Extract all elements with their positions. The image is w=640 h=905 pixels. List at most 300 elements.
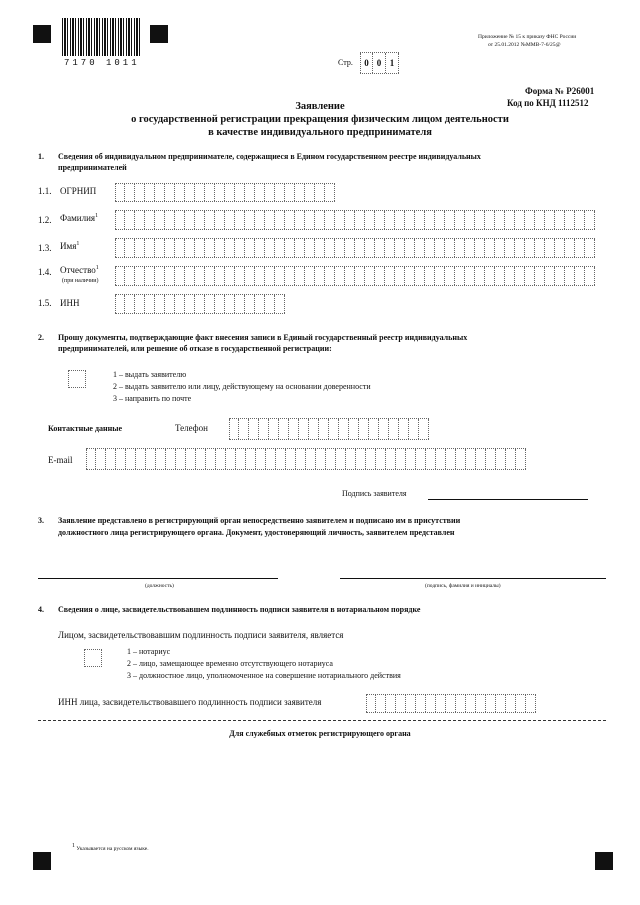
input-cell[interactable] [116,449,126,469]
input-cell[interactable] [396,449,406,469]
input-cell[interactable] [245,184,255,201]
input-cell[interactable] [275,211,285,229]
surname-input[interactable] [115,210,595,230]
signature-label: Подпись заявителя [342,489,407,498]
input-cell[interactable] [175,184,185,201]
input-cell[interactable] [206,449,216,469]
barcode [62,18,140,56]
input-cell[interactable] [205,267,215,285]
input-cell[interactable] [506,449,516,469]
title-line-2: о государственной регистрации прекращения физическим лицом деятельности [131,114,509,125]
inn-input[interactable] [115,294,285,314]
input-cell[interactable] [585,239,595,257]
corner-marker-bottom-left [33,852,51,870]
input-cell[interactable] [475,267,485,285]
input-cell[interactable] [325,184,335,201]
input-cell[interactable] [465,239,475,257]
input-cell[interactable] [295,184,305,201]
input-cell[interactable] [425,211,435,229]
input-cell[interactable] [245,239,255,257]
input-cell[interactable] [145,211,155,229]
input-cell[interactable] [135,295,145,313]
input-cell[interactable] [145,184,155,201]
input-cell[interactable] [395,239,405,257]
input-cell[interactable] [515,267,525,285]
input-cell[interactable] [365,211,375,229]
page-digit: 0 [373,53,386,73]
input-cell[interactable] [315,184,325,201]
barcode-number: 7170 1011 [64,58,140,68]
input-cell[interactable] [315,239,325,257]
input-cell[interactable] [555,239,565,257]
input-cell[interactable] [265,267,275,285]
input-cell[interactable] [349,419,359,439]
input-cell[interactable] [295,267,305,285]
input-cell[interactable] [115,184,125,201]
input-cell[interactable] [285,267,295,285]
input-cell[interactable] [486,449,496,469]
official-signature-line[interactable] [340,578,606,579]
input-cell[interactable] [315,267,325,285]
input-cell[interactable] [165,239,175,257]
section-3-number: 3. [38,516,44,525]
input-cell[interactable] [175,267,185,285]
input-cell[interactable] [455,267,465,285]
input-cell[interactable] [205,211,215,229]
input-cell[interactable] [235,267,245,285]
input-cell[interactable] [525,239,535,257]
input-cell[interactable] [265,184,275,201]
input-cell[interactable] [255,211,265,229]
input-cell[interactable] [365,267,375,285]
signature-line[interactable] [428,499,588,500]
input-cell[interactable] [369,419,379,439]
input-cell[interactable] [259,419,269,439]
input-cell[interactable] [126,449,136,469]
input-cell[interactable] [375,239,385,257]
input-cell[interactable] [386,695,396,712]
input-cell[interactable] [356,449,366,469]
input-cell[interactable] [495,267,505,285]
input-cell[interactable] [389,419,399,439]
input-cell[interactable] [486,695,496,712]
input-cell[interactable] [345,239,355,257]
input-cell[interactable] [386,449,396,469]
input-cell[interactable] [185,184,195,201]
input-cell[interactable] [496,449,506,469]
input-cell[interactable] [545,239,555,257]
input-cell[interactable] [325,267,335,285]
input-cell[interactable] [425,267,435,285]
input-cell[interactable] [565,267,575,285]
input-cell[interactable] [345,211,355,229]
input-cell[interactable] [136,449,146,469]
field-num: 1.3. [38,243,52,253]
delivery-method-checkbox[interactable] [68,370,86,388]
input-cell[interactable] [275,239,285,257]
input-cell[interactable] [366,449,376,469]
input-cell[interactable] [275,267,285,285]
input-cell[interactable] [416,695,426,712]
input-cell[interactable] [235,295,245,313]
input-cell[interactable] [235,211,245,229]
input-cell[interactable] [405,239,415,257]
input-cell[interactable] [235,239,245,257]
input-cell[interactable] [285,239,295,257]
input-cell[interactable] [275,184,285,201]
input-cell[interactable] [436,695,446,712]
input-cell[interactable] [96,449,106,469]
input-cell[interactable] [355,239,365,257]
input-cell[interactable] [316,449,326,469]
input-cell[interactable] [359,419,369,439]
input-cell[interactable] [445,267,455,285]
page-label: Стр. [338,58,353,67]
input-cell[interactable] [366,695,376,712]
input-cell[interactable] [525,211,535,229]
input-cell[interactable] [435,267,445,285]
input-cell[interactable] [115,239,125,257]
input-cell[interactable] [426,695,436,712]
position-caption: (должность) [145,583,174,589]
input-cell[interactable] [495,211,505,229]
input-cell[interactable] [425,239,435,257]
input-cell[interactable] [289,419,299,439]
input-cell[interactable] [195,211,205,229]
input-cell[interactable] [446,449,456,469]
input-cell[interactable] [236,449,246,469]
input-cell[interactable] [575,211,585,229]
input-cell[interactable] [246,449,256,469]
input-cell[interactable] [269,419,279,439]
title-line-1: Заявление [295,101,345,112]
email-input[interactable] [86,448,526,470]
input-cell[interactable] [176,449,186,469]
input-cell[interactable] [335,267,345,285]
input-cell[interactable] [305,267,315,285]
input-cell[interactable] [435,239,445,257]
input-cell[interactable] [225,184,235,201]
input-cell[interactable] [245,267,255,285]
input-cell[interactable] [516,449,526,469]
input-cell[interactable] [385,211,395,229]
input-cell[interactable] [155,239,165,257]
input-cell[interactable] [216,449,226,469]
form-number: Форма № Р26001 [525,86,595,96]
input-cell[interactable] [406,695,416,712]
input-cell[interactable] [416,449,426,469]
input-cell[interactable] [585,211,595,229]
input-cell[interactable] [156,449,166,469]
input-cell[interactable] [376,695,386,712]
input-cell[interactable] [165,295,175,313]
input-cell[interactable] [555,267,565,285]
input-cell[interactable] [325,239,335,257]
input-cell[interactable] [145,267,155,285]
input-cell[interactable] [196,449,206,469]
input-cell[interactable] [485,211,495,229]
input-cell[interactable] [305,239,315,257]
input-cell[interactable] [319,419,329,439]
input-cell[interactable] [249,419,259,439]
input-cell[interactable] [365,239,375,257]
input-cell[interactable] [575,239,585,257]
input-cell[interactable] [375,267,385,285]
input-cell[interactable] [395,267,405,285]
input-cell[interactable] [306,449,316,469]
input-cell[interactable] [225,239,235,257]
input-cell[interactable] [475,211,485,229]
input-cell[interactable] [235,184,245,201]
input-cell[interactable] [125,267,135,285]
input-cell[interactable] [485,267,495,285]
input-cell[interactable] [195,184,205,201]
input-cell[interactable] [165,267,175,285]
input-cell[interactable] [115,295,125,313]
input-cell[interactable] [435,211,445,229]
input-cell[interactable] [575,267,585,285]
input-cell[interactable] [456,449,466,469]
input-cell[interactable] [135,184,145,201]
input-cell[interactable] [255,184,265,201]
input-cell[interactable] [245,295,255,313]
input-cell[interactable] [229,419,239,439]
notary-inn-input[interactable] [366,694,536,713]
input-cell[interactable] [415,211,425,229]
input-cell[interactable] [385,267,395,285]
position-line[interactable] [38,578,278,579]
input-cell[interactable] [465,267,475,285]
input-cell[interactable] [406,449,416,469]
input-cell[interactable] [285,211,295,229]
input-cell[interactable] [276,449,286,469]
input-cell[interactable] [395,211,405,229]
input-cell[interactable] [335,211,345,229]
input-cell[interactable] [115,267,125,285]
input-cell[interactable] [399,419,409,439]
input-cell[interactable] [505,267,515,285]
patronymic-input[interactable] [115,266,595,286]
input-cell[interactable] [175,295,185,313]
page-number-cells [360,52,399,74]
input-cell[interactable] [385,239,395,257]
input-cell[interactable] [185,267,195,285]
input-cell[interactable] [165,184,175,201]
input-cell[interactable] [125,239,135,257]
input-cell[interactable] [535,267,545,285]
input-cell[interactable] [135,267,145,285]
input-cell[interactable] [329,419,339,439]
input-cell[interactable] [155,267,165,285]
input-cell[interactable] [299,419,309,439]
input-cell[interactable] [526,695,536,712]
input-cell[interactable] [195,295,205,313]
input-cell[interactable] [535,211,545,229]
input-cell[interactable] [525,267,535,285]
input-cell[interactable] [255,267,265,285]
input-cell[interactable] [565,239,575,257]
input-cell[interactable] [466,449,476,469]
input-cell[interactable] [115,211,125,229]
input-cell[interactable] [476,449,486,469]
input-cell[interactable] [155,295,165,313]
input-cell[interactable] [515,211,525,229]
input-cell[interactable] [455,211,465,229]
input-cell[interactable] [215,239,225,257]
input-cell[interactable] [315,211,325,229]
input-cell[interactable] [135,211,145,229]
input-cell[interactable] [185,239,195,257]
input-cell[interactable] [426,449,436,469]
phone-input[interactable] [229,418,429,440]
input-cell[interactable] [339,419,349,439]
input-cell[interactable] [336,449,346,469]
input-cell[interactable] [565,211,575,229]
notary-option-1: 1 – нотариус [127,647,171,656]
input-cell[interactable] [355,267,365,285]
input-cell[interactable] [255,295,265,313]
input-cell[interactable] [285,184,295,201]
input-cell[interactable] [205,295,215,313]
input-cell[interactable] [515,239,525,257]
input-cell[interactable] [195,239,205,257]
input-cell[interactable] [346,449,356,469]
input-cell[interactable] [265,295,275,313]
ogrnip-input[interactable] [115,183,335,202]
input-cell[interactable] [239,419,249,439]
notary-type-checkbox[interactable] [84,649,102,667]
input-cell[interactable] [305,211,315,229]
input-cell[interactable] [496,695,506,712]
input-cell[interactable] [245,211,255,229]
field-num: 1.5. [38,298,52,308]
input-cell[interactable] [215,211,225,229]
input-cell[interactable] [145,239,155,257]
input-cell[interactable] [205,184,215,201]
input-cell[interactable] [195,267,205,285]
input-cell[interactable] [205,239,215,257]
input-cell[interactable] [409,419,419,439]
input-cell[interactable] [396,695,406,712]
input-cell[interactable] [419,419,429,439]
input-cell[interactable] [379,419,389,439]
section-1-number: 1. [38,152,44,161]
input-cell[interactable] [145,295,155,313]
input-cell[interactable] [475,239,485,257]
input-cell[interactable] [226,449,236,469]
input-cell[interactable] [225,295,235,313]
input-cell[interactable] [175,211,185,229]
input-cell[interactable] [446,695,456,712]
input-cell[interactable] [309,419,319,439]
input-cell[interactable] [545,211,555,229]
input-cell[interactable] [465,211,475,229]
input-cell[interactable] [225,211,235,229]
input-cell[interactable] [476,695,486,712]
input-cell[interactable] [166,449,176,469]
input-cell[interactable] [325,211,335,229]
input-cell[interactable] [535,239,545,257]
input-cell[interactable] [305,184,315,201]
input-cell[interactable] [125,211,135,229]
input-cell[interactable] [375,211,385,229]
input-cell[interactable] [505,211,515,229]
corner-marker-bottom-right [595,852,613,870]
input-cell[interactable] [545,267,555,285]
input-cell[interactable] [225,267,235,285]
input-cell[interactable] [506,695,516,712]
input-cell[interactable] [125,184,135,201]
input-cell[interactable] [175,239,185,257]
input-cell[interactable] [106,449,116,469]
input-cell[interactable] [266,449,276,469]
input-cell[interactable] [185,211,195,229]
input-cell[interactable] [275,295,285,313]
input-cell[interactable] [516,695,526,712]
input-cell[interactable] [265,239,275,257]
input-cell[interactable] [215,184,225,201]
field-note-patronymic: (при наличии) [62,278,99,284]
input-cell[interactable] [256,449,266,469]
input-cell[interactable] [295,211,305,229]
field-label-ogrnip: ОГРНИП [60,186,97,196]
input-cell[interactable] [466,695,476,712]
input-cell[interactable] [436,449,446,469]
input-cell[interactable] [355,211,365,229]
input-cell[interactable] [376,449,386,469]
input-cell[interactable] [456,695,466,712]
input-cell[interactable] [345,267,355,285]
input-cell[interactable] [405,211,415,229]
section-4-subheading: Лицом, засвидетельствовавшим подлинность подписи заявителя, является [58,630,344,640]
field-label-patronymic: Отчество$^1$ [60,265,99,275]
input-cell[interactable] [286,449,296,469]
name-input[interactable] [115,238,595,258]
input-cell[interactable] [585,267,595,285]
input-cell[interactable] [155,211,165,229]
input-cell[interactable] [135,239,145,257]
input-cell[interactable] [255,239,265,257]
email-label: E-mail [48,455,73,465]
input-cell[interactable] [125,295,135,313]
input-cell[interactable] [185,295,195,313]
input-cell[interactable] [295,239,305,257]
input-cell[interactable] [279,419,289,439]
input-cell[interactable] [495,239,505,257]
input-cell[interactable] [296,449,306,469]
input-cell[interactable] [555,211,565,229]
input-cell[interactable] [335,239,345,257]
input-cell[interactable] [415,239,425,257]
input-cell[interactable] [326,449,336,469]
input-cell[interactable] [215,295,225,313]
input-cell[interactable] [445,211,455,229]
input-cell[interactable] [445,239,455,257]
section-4-number: 4. [38,605,44,614]
input-cell[interactable] [186,449,196,469]
input-cell[interactable] [146,449,156,469]
input-cell[interactable] [165,211,175,229]
input-cell[interactable] [86,449,96,469]
input-cell[interactable] [265,211,275,229]
input-cell[interactable] [215,267,225,285]
input-cell[interactable] [155,184,165,201]
input-cell[interactable] [505,239,515,257]
input-cell[interactable] [405,267,415,285]
input-cell[interactable] [455,239,465,257]
input-cell[interactable] [485,239,495,257]
input-cell[interactable] [415,267,425,285]
